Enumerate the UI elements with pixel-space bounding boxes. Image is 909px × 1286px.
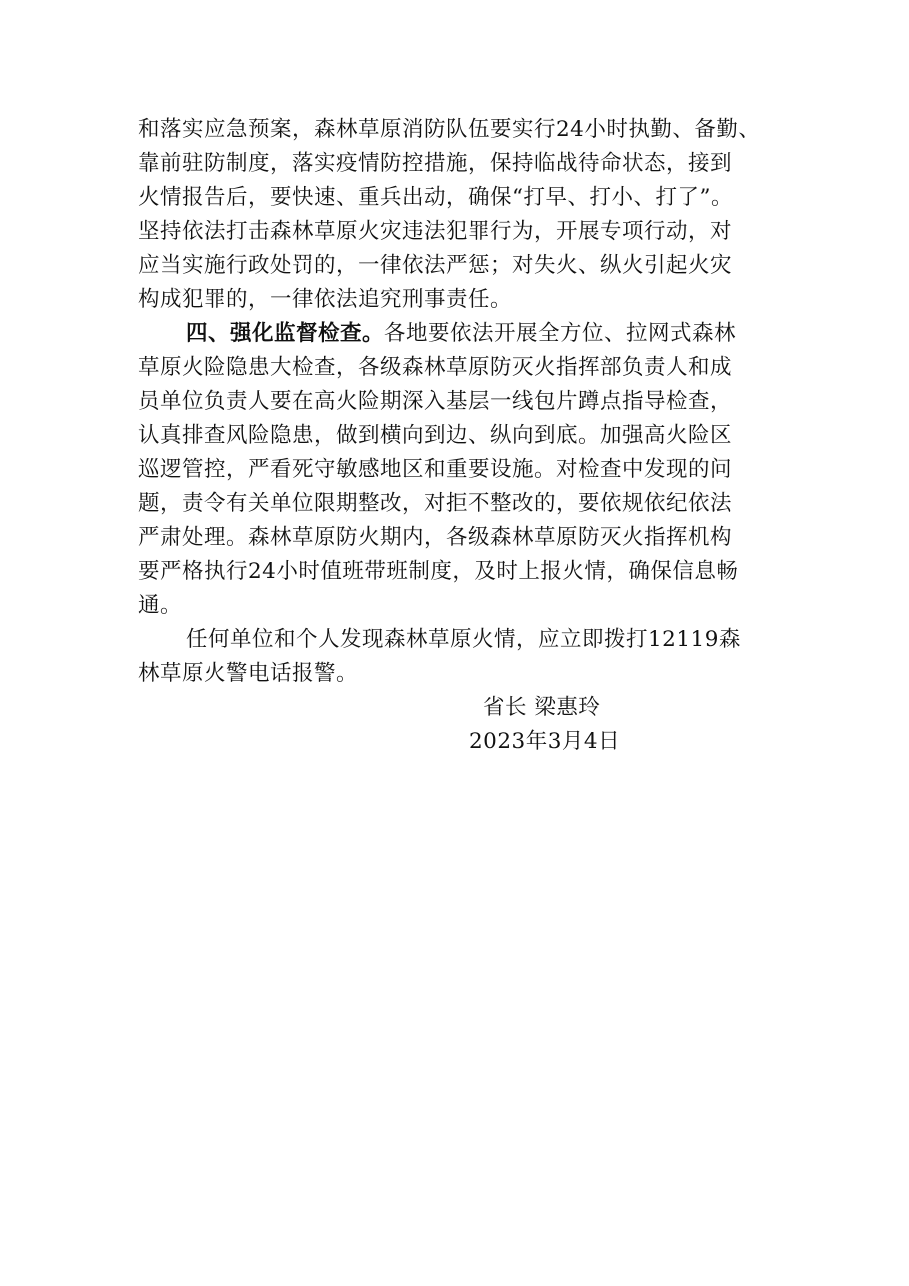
body-text-line: 坚持依法打击森林草原火灾违法犯罪行为，开展专项行动，对 — [138, 219, 733, 244]
body-text-line: 严肃处理。森林草原防火期内，各级森林草原防灭火指挥机构 — [138, 525, 733, 550]
body-text-line: 草原火险隐患大检查，各级森林草原防灭火指挥部负责人和成 — [138, 355, 733, 380]
body-text-line: 靠前驻防制度，落实疫情防控措施，保持临战待命状态，接到 — [138, 151, 733, 176]
section-4-heading: 四、强化监督检查。 — [186, 321, 385, 346]
signature-date: 2023年3月4日 — [469, 729, 621, 754]
body-text-line: 认真排查风险隐患，做到横向到边、纵向到底。加强高火险区 — [138, 423, 733, 448]
body-text-line: 题，责令有关单位限期整改，对拒不整改的，要依规依纪依法 — [138, 491, 733, 516]
section-4-first-line-text: 各地要依法开展全方位、拉网式森林 — [384, 321, 737, 346]
body-text-line: 通。 — [138, 593, 183, 618]
signature-title-name: 省长 梁惠玲 — [483, 695, 601, 720]
section-4-first-line — [186, 317, 778, 351]
body-text-line: 员单位负责人要在高火险期深入基层一线包片蹲点指导检查， — [138, 389, 733, 414]
body-text-line: 巡逻管控，严看死守敏感地区和重要设施。对检查中发现的问 — [138, 457, 733, 482]
body-text-line: 构成犯罪的，一律依法追究刑事责任。 — [138, 287, 513, 312]
body-text-line: 火情报告后，要快速、重兵出动，确保“打早、打小、打了”。 — [138, 185, 733, 210]
closing-text-line: 林草原火警电话报警。 — [138, 661, 359, 686]
closing-text-line: 任何单位和个人发现森林草原火情，应立即拨打12119森 — [186, 627, 741, 652]
body-text-line: 要严格执行24小时值班带班制度，及时上报火情，确保信息畅 — [138, 559, 739, 584]
body-text-line: 和落实应急预案，森林草原消防队伍要实行24小时执勤、备勤、 — [138, 117, 761, 142]
body-text-line: 应当实施行政处罚的，一律依法严惩；对失火、纵火引起火灾 — [138, 253, 733, 278]
